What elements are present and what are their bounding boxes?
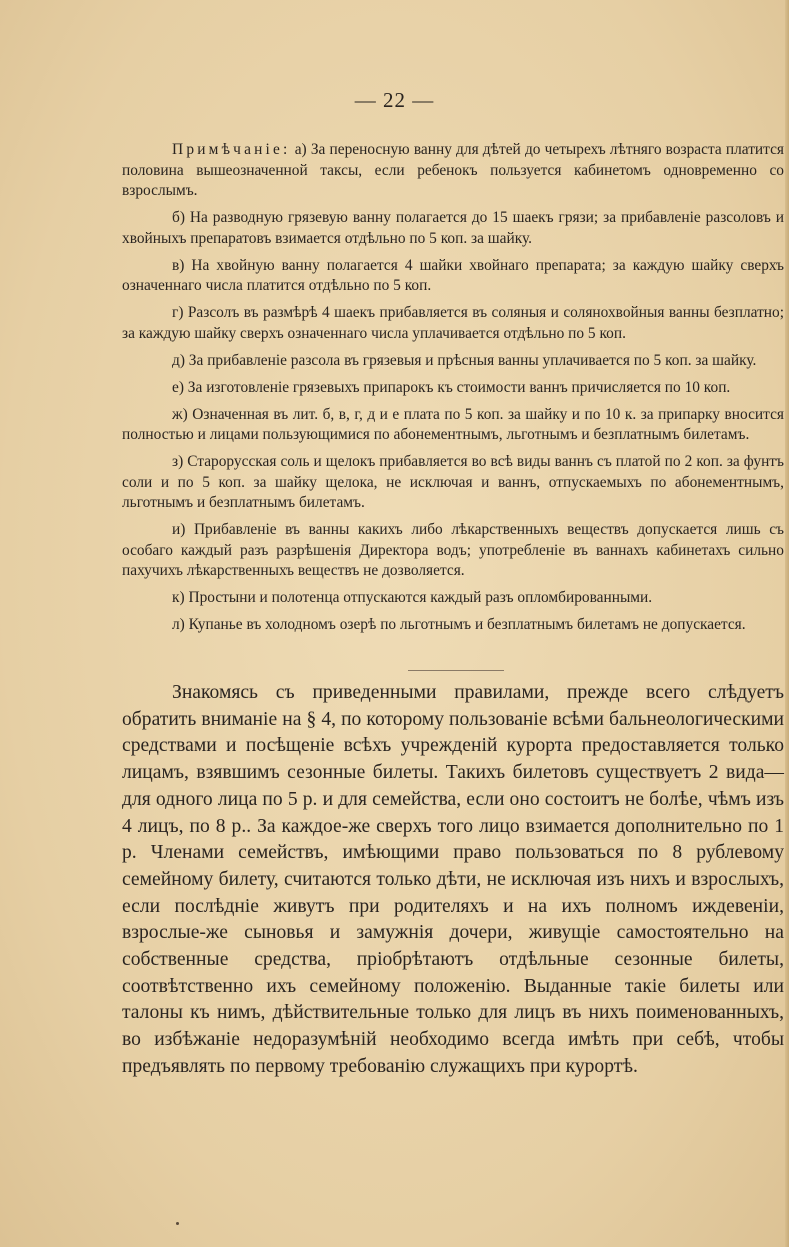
main-paragraph xyxy=(122,680,784,1081)
note-text: к) Простыни и полотенца отпускаются каждый разъ опломбированными. xyxy=(172,589,653,606)
note-l xyxy=(122,615,784,636)
note-text: и) Прибавленіе въ ванны какихъ либо лѣкарственныхъ веществъ допускается лишь съ особаго каждый разъ разрѣшенія Директора водъ; употребленіе въ ваннахъ кабинетахъ сильно пахучихъ лѣкарственныхъ веществъ не дозволяется. xyxy=(122,521,784,579)
note-i xyxy=(122,520,784,582)
note-text: е) За изготовленіе грязевыхъ припарокъ къ стоимости ваннъ причисляется по 10 коп. xyxy=(172,378,731,396)
note-e xyxy=(122,378,784,399)
note-z xyxy=(122,452,784,514)
note-text: з) Старорусская соль и щелокъ прибавляется во всѣ виды ваннъ съ платой по 2 коп. за фунтъ соли и по 5 коп. за шайку щелока, не исключая и ваннъ, отпускаемыхъ по абонементнымъ, льготнымъ и безплатнымъ билетамъ. xyxy=(122,453,784,511)
note-text: д) За прибавленіе разсола въ грязевыя и прѣсныя ванны уплачивается по 5 коп. за шайку. xyxy=(172,351,757,369)
ink-speck xyxy=(176,1222,179,1225)
section-divider xyxy=(408,670,504,671)
note-v xyxy=(122,256,784,297)
page-number: — 22 — xyxy=(354,88,435,112)
main-paragraph-text: Знакомясь съ приведенными правилами, прежде всего слѣдуетъ обратить вниманіе на § 4, по которому пользованіе всѣми бальнеологическими средствами и посѣщеніе всѣхъ учрежденій курорта предоставляется только лицамъ, взявшимъ сезонные билеты. Такихъ билетовъ существуетъ 2 вида—для одного лица по 5 р. и для семейства, если оно состоитъ не болѣе, чѣмъ изъ 4 лицъ, по 8 р.. За каждое-же сверхъ того лицо взимается дополнительно по 1 р. Членами семействъ, имѣющими право пользоваться по 8 рублевому семейному билету, считаются только дѣти, не исключая изъ нихъ и взрослыхъ, если послѣдніе живутъ при родителяхъ и на ихъ полномъ иждевеніи, взрослые-же сыновья и замужнія дочери, живущіе самостоятельно на собственные средства, пріобрѣтаютъ отдѣльные сезонные билеты, соотвѣтственно ихъ семейному положенію. Выданные такіе билеты или талоны къ нимъ, дѣйствительные только для лицъ въ нихъ поименованныхъ, во избѣжаніе недоразумѣній необходимо всегда имѣть при себѣ, чтобы предъявлять по первому требованію служащихъ при курортѣ. xyxy=(122,682,784,1077)
note-text: ж) Означенная въ лит. б, в, г, д и е плата по 5 коп. за шайку и по 10 к. за припарку вносится полностью и лицами пользующимися по абонементнымъ, льготнымъ и безплатнымъ билетамъ. xyxy=(122,405,784,443)
note-g xyxy=(122,303,784,344)
note-d xyxy=(122,351,784,372)
note-text: в) На хвойную ванну полагается 4 шайки хвойнаго препарата; за каждую шайку сверхъ означеннаго числа платится отдѣльно по 5 коп. xyxy=(122,256,784,294)
note-text: л) Купанье въ холодномъ озерѣ по льготнымъ и безплатнымъ билетамъ не допускается. xyxy=(172,616,746,633)
note-text: б) На разводную грязевую ванну полагается до 15 шаекъ грязи; за прибавленіе разсоловъ и хвойныхъ препаратовъ взимается отдѣльно по 5 коп. за шайку. xyxy=(122,209,784,247)
note-b xyxy=(122,208,784,249)
page-edge xyxy=(785,0,789,1247)
note-a xyxy=(122,140,784,202)
note-zh xyxy=(122,405,784,446)
note-k xyxy=(122,588,784,609)
note-lead: Примѣчаніе: xyxy=(172,141,291,158)
note-text: а) За переносную ванну для дѣтей до четырехъ лѣтняго возраста платится половина вышеозначенной таксы, если ребенокъ пользуется кабинетомъ одновременно со взрослымъ. xyxy=(122,141,784,199)
notes-block xyxy=(122,140,784,642)
note-text: г) Разсолъ въ размѣрѣ 4 шаекъ прибавляется въ соляныя и солянохвойныя ванны безплатно; за каждую шайку сверхъ означеннаго числа уплачивается отдѣльно по 5 коп. xyxy=(122,304,784,342)
